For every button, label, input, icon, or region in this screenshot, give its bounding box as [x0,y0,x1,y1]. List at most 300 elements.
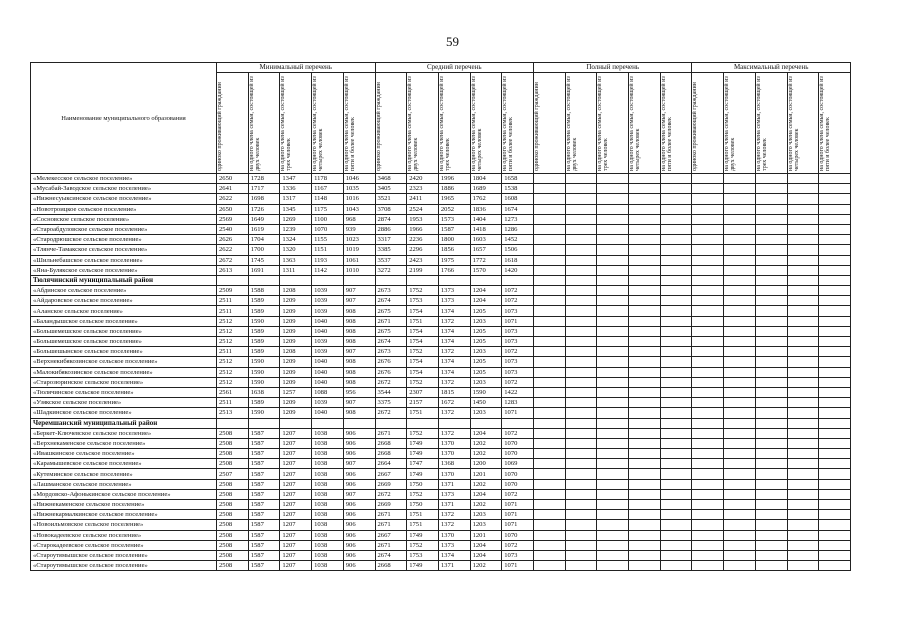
min-value-cell: 1209 [280,306,312,316]
empty-cell [660,398,692,408]
min-value-cell: 1040 [312,367,344,377]
mid-value-cell: 1371 [438,500,470,510]
table-row [31,316,851,326]
empty-cell [533,550,565,560]
empty-cell [565,306,597,316]
mid-value-cell: 1201 [470,530,502,540]
empty-cell [597,500,629,510]
mid-value-cell: 1573 [438,214,470,224]
min-value-cell: 1088 [312,387,344,397]
empty-cell [724,530,756,540]
mid-value-cell: 2668 [375,449,407,459]
empty-cell [724,306,756,316]
table-row [31,510,851,520]
subcolumn-header-label: одиноко проживающий гражданин [375,82,382,171]
empty-cell [533,469,565,479]
empty-cell [819,255,851,265]
table-row [31,398,851,408]
min-value-cell: 906 [343,520,375,530]
table-row [31,326,851,336]
empty-cell [660,286,692,296]
min-value-cell: 1193 [312,255,344,265]
min-value-cell: 1039 [312,286,344,296]
empty-cell [724,408,756,418]
empty-cell [787,245,819,255]
empty-cell [533,245,565,255]
min-value-cell: 1589 [248,296,280,306]
mid-value-cell: 1749 [407,449,439,459]
min-value-cell: 2622 [217,194,249,204]
mid-value-cell: 2674 [375,550,407,560]
empty-cell [629,204,661,214]
min-value-cell: 2511 [217,296,249,306]
mid-value-cell: 1618 [502,255,534,265]
empty-cell [787,316,819,326]
mid-value-cell: 1373 [438,489,470,499]
empty-cell [724,296,756,306]
mid-value-cell: 3537 [375,255,407,265]
empty-cell [597,326,629,336]
mid-value-cell: 2674 [375,296,407,306]
empty-cell [660,214,692,224]
mid-value-cell: 1072 [502,296,534,306]
empty-cell [629,418,661,428]
min-value-cell: 2508 [217,428,249,438]
empty-cell [629,459,661,469]
mid-value-cell: 2874 [375,214,407,224]
empty-cell [660,449,692,459]
empty-cell [692,530,724,540]
mid-value-cell: 1202 [470,449,502,459]
min-value-cell: 1587 [248,550,280,560]
settlement-name: «Малокибякозинское сельское поселение» [31,367,217,377]
empty-cell [597,245,629,255]
empty-cell [533,377,565,387]
empty-cell [597,418,629,428]
mid-value-cell: 1374 [438,367,470,377]
empty-cell [629,500,661,510]
empty-cell [787,510,819,520]
table-row [31,347,851,357]
min-value-cell: 1019 [343,245,375,255]
mid-value-cell: 1754 [407,337,439,347]
subcolumn-header [375,73,407,174]
settlement-name: «Мордовско-Афонькинское сельское поселение» [31,489,217,499]
empty-cell [660,387,692,397]
empty-cell [660,245,692,255]
subcolumn-header-label: на одного члена семьи, состоящей из пяти и более человек [819,76,832,171]
min-value-cell: 1209 [280,296,312,306]
empty-cell [724,398,756,408]
mid-value-cell: 1071 [502,316,534,326]
mid-value-cell: 1072 [502,540,534,550]
empty-cell [660,306,692,316]
empty-cell [692,265,724,275]
empty-cell [755,377,787,387]
empty-cell [375,275,407,285]
subcolumn-header-label: на одного члена семьи, состоящей из пяти и более человек [502,76,515,171]
mid-value-cell: 1749 [407,530,439,540]
empty-cell [755,296,787,306]
empty-cell [724,275,756,285]
table-row [31,184,851,194]
empty-cell [724,387,756,397]
settlement-name: «Нижнекармалкинское сельское поселение» [31,510,217,520]
empty-cell [724,235,756,245]
mid-value-cell: 1886 [438,184,470,194]
empty-cell [755,316,787,326]
mid-value-cell: 1374 [438,337,470,347]
empty-cell [692,255,724,265]
min-value-cell: 1320 [280,245,312,255]
empty-cell [565,449,597,459]
table-row [31,530,851,540]
settlement-name: «Верхнекибякозинское сельское поселение» [31,357,217,367]
empty-cell [692,540,724,550]
mid-value-cell: 1689 [470,184,502,194]
min-value-cell: 968 [343,214,375,224]
empty-cell [565,418,597,428]
empty-cell [565,561,597,571]
mid-value-cell: 1374 [438,306,470,316]
empty-cell [787,387,819,397]
subcolumn-header-label: одиноко проживающий гражданин [533,82,540,171]
empty-cell [755,337,787,347]
empty-cell [597,408,629,418]
min-value-cell: 906 [343,438,375,448]
group-header: Средний перечень [375,63,533,73]
empty-cell [565,224,597,234]
min-value-cell: 906 [343,561,375,571]
empty-cell [755,184,787,194]
table-row [31,428,851,438]
min-value-cell: 1649 [248,214,280,224]
empty-cell [660,408,692,418]
empty-cell [533,510,565,520]
table-row [31,194,851,204]
empty-cell [724,255,756,265]
min-value-cell: 1178 [312,174,344,184]
min-value-cell: 1209 [280,408,312,418]
empty-cell [819,337,851,347]
empty-cell [565,255,597,265]
settlement-name: «Яна-Булякское сельское поселение» [31,265,217,275]
min-value-cell: 1207 [280,530,312,540]
mid-value-cell: 1751 [407,510,439,520]
mid-value-cell: 1750 [407,479,439,489]
empty-cell [533,286,565,296]
empty-cell [660,530,692,540]
mid-value-cell: 1073 [502,357,534,367]
empty-cell [724,469,756,479]
empty-cell [533,449,565,459]
min-value-cell: 2508 [217,489,249,499]
empty-cell [565,337,597,347]
mid-value-cell: 3317 [375,235,407,245]
empty-cell [692,347,724,357]
min-value-cell: 2512 [217,316,249,326]
settlement-name: «Узякское сельское поселение» [31,398,217,408]
empty-cell [787,306,819,316]
empty-cell [629,286,661,296]
mid-value-cell: 1766 [438,265,470,275]
empty-cell [724,194,756,204]
min-value-cell: 2512 [217,377,249,387]
empty-cell [787,214,819,224]
empty-cell [755,265,787,275]
empty-cell [629,510,661,520]
mid-value-cell: 2886 [375,224,407,234]
empty-cell [660,265,692,275]
mid-value-cell: 1452 [502,235,534,245]
mid-value-cell: 1073 [502,550,534,560]
min-value-cell: 906 [343,540,375,550]
mid-value-cell: 2668 [375,438,407,448]
empty-cell [629,255,661,265]
min-value-cell: 1039 [312,296,344,306]
mid-value-cell: 1804 [470,174,502,184]
empty-cell [660,520,692,530]
subcolumn-header [819,73,851,174]
mid-value-cell: 2423 [407,255,439,265]
empty-cell [629,469,661,479]
empty-cell [565,500,597,510]
min-value-cell: 1207 [280,510,312,520]
empty-cell [597,184,629,194]
mid-value-cell: 1752 [407,377,439,387]
min-value-cell: 2626 [217,235,249,245]
mid-value-cell: 1836 [470,204,502,214]
empty-cell [629,449,661,459]
min-value-cell: 907 [343,398,375,408]
empty-cell [565,377,597,387]
empty-cell [819,418,851,428]
min-value-cell: 1324 [280,235,312,245]
min-value-cell: 1038 [312,530,344,540]
empty-cell [724,265,756,275]
subcolumn-header [502,73,534,174]
empty-cell [787,489,819,499]
mid-value-cell: 1204 [470,296,502,306]
min-value-cell: 1148 [312,194,344,204]
mid-value-cell: 1404 [470,214,502,224]
min-value-cell: 1035 [343,184,375,194]
empty-cell [787,520,819,530]
subcolumn-header-label: одиноко проживающий гражданин [217,82,223,171]
min-value-cell: 1038 [312,479,344,489]
empty-cell [787,255,819,265]
min-value-cell: 1589 [248,306,280,316]
subcolumn-header-label: на одного члена семьи, состоящей из четырех человек [312,76,325,171]
min-value-cell: 906 [343,428,375,438]
min-value-cell: 906 [343,500,375,510]
mid-value-cell: 1200 [470,459,502,469]
empty-cell [629,224,661,234]
subcolumn-header-label: на одного члена семьи, состоящей из пяти и более человек [660,76,673,171]
table-row [31,438,851,448]
mid-value-cell: 1071 [502,500,534,510]
empty-cell [692,245,724,255]
min-value-cell: 2540 [217,224,249,234]
min-value-cell: 1207 [280,550,312,560]
empty-cell [724,286,756,296]
min-value-cell: 1587 [248,489,280,499]
empty-cell [787,449,819,459]
empty-cell [819,540,851,550]
min-value-cell: 1023 [343,235,375,245]
empty-cell [819,326,851,336]
subcolumn-header [597,73,629,174]
empty-cell [755,540,787,550]
empty-cell [724,357,756,367]
empty-cell [533,265,565,275]
empty-cell [692,286,724,296]
mid-value-cell: 1073 [502,367,534,377]
empty-cell [724,500,756,510]
min-value-cell: 1587 [248,438,280,448]
empty-cell [597,540,629,550]
empty-cell [787,174,819,184]
subcolumn-header-label: на одного члена семьи, состоящей из пяти и более человек [343,76,356,171]
empty-cell [533,204,565,214]
settlement-name: «Абдинское сельское поселение» [31,286,217,296]
min-value-cell: 2508 [217,540,249,550]
min-value-cell: 1347 [280,174,312,184]
empty-cell [692,306,724,316]
empty-cell [819,245,851,255]
min-value-cell: 1209 [280,367,312,377]
empty-cell [755,398,787,408]
min-value-cell: 1038 [312,540,344,550]
mid-value-cell: 2673 [375,347,407,357]
mid-value-cell: 1203 [470,520,502,530]
subcolumn-header [470,73,502,174]
min-value-cell: 1587 [248,479,280,489]
empty-cell [565,438,597,448]
empty-cell [787,540,819,550]
empty-cell [819,500,851,510]
empty-cell [597,459,629,469]
empty-cell [565,245,597,255]
min-value-cell: 2512 [217,326,249,336]
empty-cell [248,418,280,428]
mid-value-cell: 1373 [438,286,470,296]
min-value-cell: 1691 [248,265,280,275]
min-value-cell: 1207 [280,469,312,479]
min-value-cell: 908 [343,316,375,326]
empty-cell [660,510,692,520]
min-value-cell: 2672 [217,255,249,265]
mid-value-cell: 1506 [502,245,534,255]
empty-cell [629,265,661,275]
min-value-cell: 939 [343,224,375,234]
min-value-cell: 907 [343,489,375,499]
empty-cell [755,255,787,265]
empty-cell [724,245,756,255]
min-value-cell: 2508 [217,550,249,560]
mid-value-cell: 1073 [502,306,534,316]
subcolumn-header-label: на одного члена семьи, состоящей из четырех человек [470,76,483,171]
mid-value-cell: 3521 [375,194,407,204]
group-header: Максимальный перечень [692,63,851,73]
empty-cell [407,275,439,285]
min-value-cell: 1209 [280,337,312,347]
empty-cell [755,326,787,336]
min-value-cell: 2650 [217,174,249,184]
table-row [31,224,851,234]
empty-cell [565,398,597,408]
mid-value-cell: 1203 [470,408,502,418]
empty-cell [597,367,629,377]
empty-cell [724,561,756,571]
empty-cell [533,184,565,194]
empty-cell [692,214,724,224]
min-value-cell: 1209 [280,398,312,408]
empty-cell [755,214,787,224]
mid-value-cell: 3375 [375,398,407,408]
table-row [31,377,851,387]
group-header: Минимальный перечень [217,63,376,73]
mid-value-cell: 1283 [502,398,534,408]
settlement-name: «Беркет-Ключевское сельское поселение» [31,428,217,438]
table-row [31,245,851,255]
min-value-cell: 1587 [248,520,280,530]
settlement-name: «Лашманское сельское поселение» [31,479,217,489]
min-value-cell: 908 [343,357,375,367]
settlement-name: «Старокадеевское сельское поселение» [31,540,217,550]
empty-cell [692,275,724,285]
empty-cell [565,204,597,214]
min-value-cell: 1038 [312,438,344,448]
mid-value-cell: 1372 [438,510,470,520]
empty-cell [597,387,629,397]
mid-value-cell: 1372 [438,347,470,357]
empty-cell [755,418,787,428]
empty-cell [819,520,851,530]
settlement-name: «Новотроицкое сельское поселение» [31,204,217,214]
mid-value-cell: 1205 [470,326,502,336]
min-value-cell: 1038 [312,459,344,469]
empty-cell [755,510,787,520]
min-value-cell: 1207 [280,489,312,499]
mid-value-cell: 1856 [438,245,470,255]
empty-cell [724,347,756,357]
empty-cell [692,204,724,214]
empty-cell [755,408,787,418]
empty-cell [597,204,629,214]
empty-cell [280,275,312,285]
empty-cell [533,387,565,397]
mid-value-cell: 1753 [407,550,439,560]
min-value-cell: 2511 [217,347,249,357]
min-value-cell: 1239 [280,224,312,234]
mid-value-cell: 1751 [407,408,439,418]
table-row [31,489,851,499]
empty-cell [787,224,819,234]
empty-cell [819,449,851,459]
empty-cell [565,275,597,285]
empty-cell [755,520,787,530]
min-value-cell: 1209 [280,326,312,336]
mid-value-cell: 1538 [502,184,534,194]
min-value-cell: 1167 [312,184,344,194]
min-value-cell: 1587 [248,428,280,438]
mid-value-cell: 1374 [438,326,470,336]
empty-cell [597,194,629,204]
mid-value-cell: 2675 [375,306,407,316]
empty-cell [629,214,661,224]
empty-cell [502,275,534,285]
